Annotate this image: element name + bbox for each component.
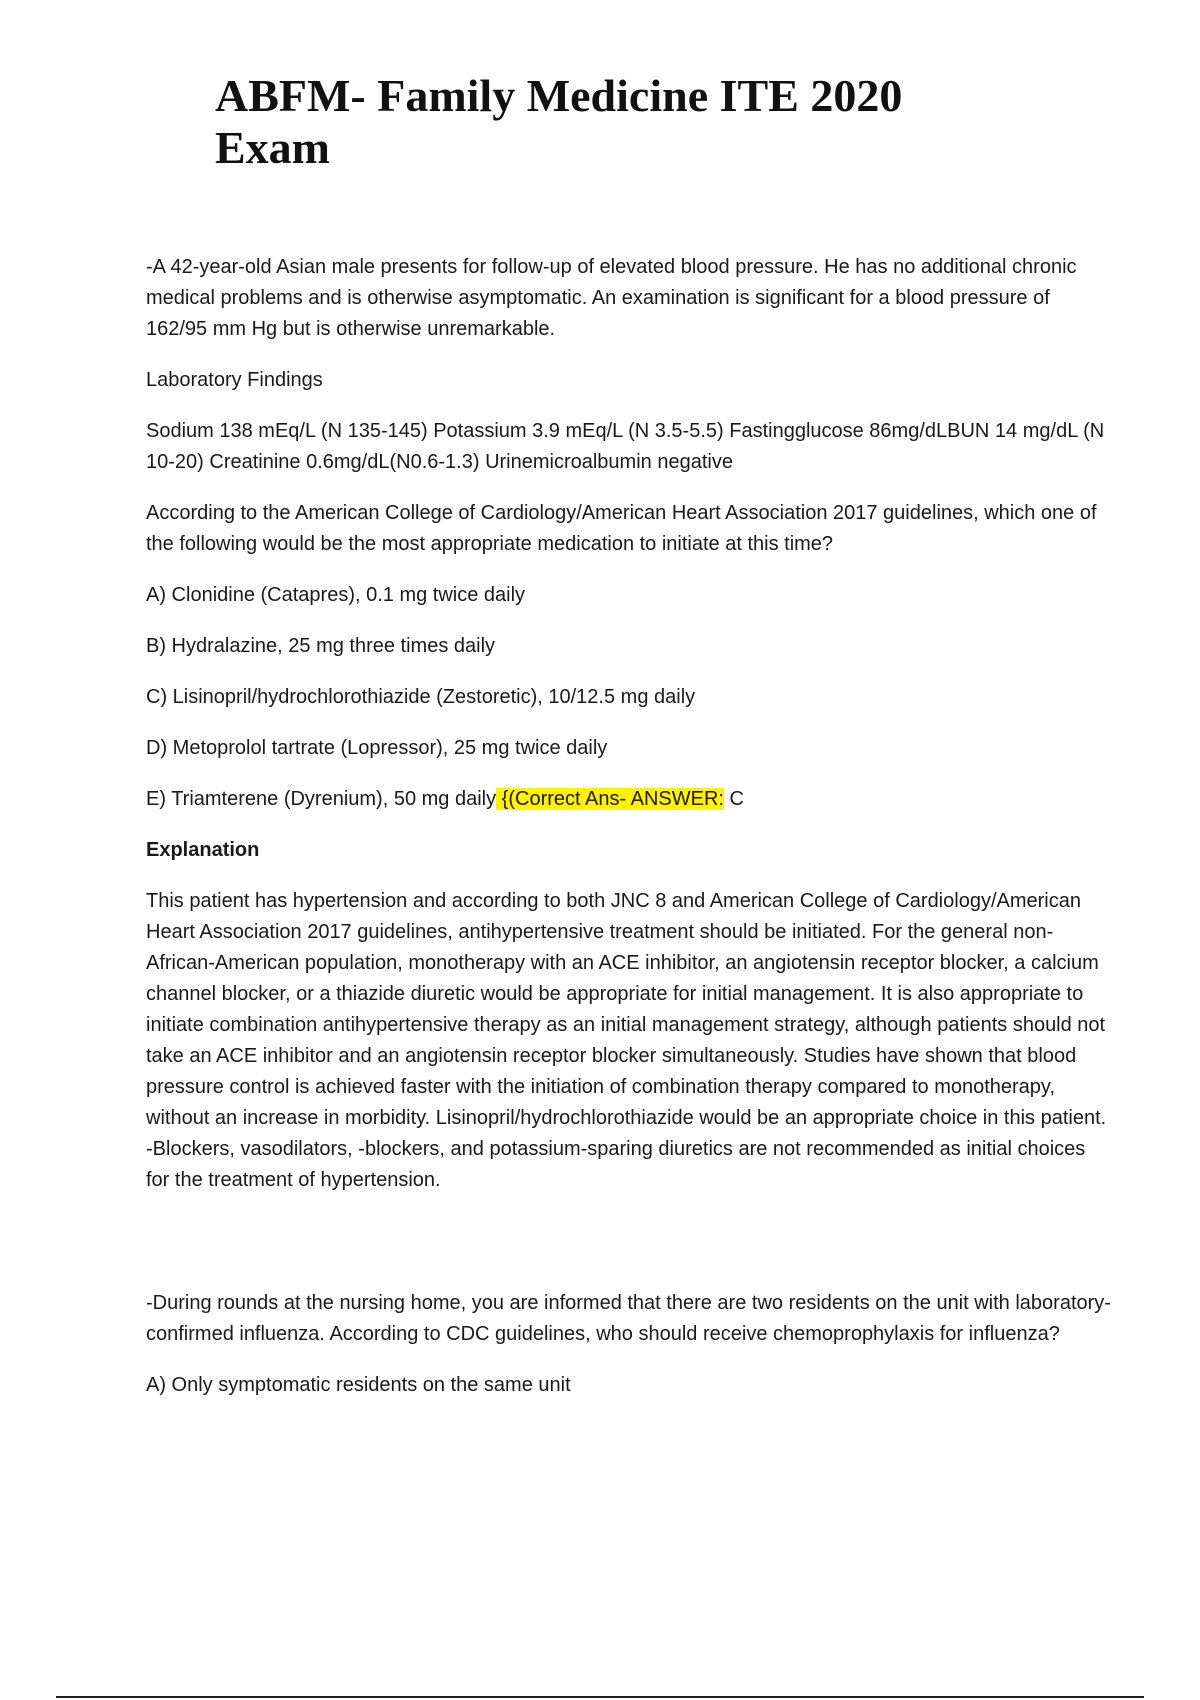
question-2 bbox=[146, 1288, 1111, 1401]
correct-answer-highlight: {(Correct Ans- ANSWER: bbox=[496, 788, 724, 810]
question-prompt: According to the American College of Cardiology/American Heart Association 2017 guidelines, which one of the following would be the most appropriate medication to initiate at this time? bbox=[146, 502, 1097, 555]
explanation-text: This patient has hypertension and according to both JNC 8 and American College of Cardiology/American Heart Association 2017 guidelines, antihypertensive treatment should be initiated. For the general non-African-American population, monotherapy with an ACE inhibitor, an angiotensin receptor blocker, a calcium channel blocker, or a thiazide diuretic would be appropriate for initial management. It is also appropriate to initiate combination antihypertensive therapy as an initial management strategy, although patients should not take an ACE inhibitor and an angiotensin receptor blocker simultaneously. Studies have shown that blood pressure control is achieved faster with the initiation of combination therapy compared to monotherapy, without an increase in morbidity. Lisinopril/hydrochlorothiazide would be an appropriate choice in this patient. -Blockers, vasodilators, -blockers, and potassium-sparing diuretics are not recommended as initial choices for the treatment of hypertension. bbox=[146, 890, 1107, 1191]
answer-option-d: D) Metoprolol tartrate (Lopressor), 25 mg twice daily bbox=[146, 737, 608, 759]
answer-option-b: B) Hydralazine, 25 mg three times daily bbox=[146, 635, 496, 657]
answer-option-c: C) Lisinopril/hydrochlorothiazide (Zestoretic), 10/12.5 mg daily bbox=[146, 686, 696, 708]
correct-answer-letter: C bbox=[723, 788, 744, 810]
answer-option-a: A) Only symptomatic residents on the same unit bbox=[146, 1374, 571, 1396]
document-body bbox=[146, 252, 1111, 1421]
question-stem: -A 42-year-old Asian male presents for follow-up of elevated blood pressure. He has no additional chronic medical problems and is otherwise asymptomatic. An examination is significant for a blood pressure of 162/95 mm Hg but is otherwise unremarkable. bbox=[146, 256, 1077, 340]
answer-option-e: E) Triamterene (Dyrenium), 50 mg daily bbox=[146, 788, 497, 810]
footer-rule bbox=[56, 1696, 1144, 1698]
question-1 bbox=[146, 252, 1111, 1196]
answer-option-a: A) Clonidine (Catapres), 0.1 mg twice daily bbox=[146, 584, 526, 606]
document-title: ABFM- Family Medicine ITE 2020 Exam bbox=[215, 70, 903, 173]
section-spacer bbox=[146, 1216, 1111, 1288]
explanation-heading: Explanation bbox=[146, 839, 260, 861]
question-stem: -During rounds at the nursing home, you are informed that there are two residents on the unit with laboratory-confirmed influenza. According to CDC guidelines, who should receive chemoprophylaxis for influenza? bbox=[146, 1292, 1111, 1345]
lab-values: Sodium 138 mEq/L (N 135-145) Potassium 3.9 mEq/L (N 3.5-5.5) Fastingglucose 86mg/dLBUN 14 mg/dL (N 10-20) Creatinine 0.6mg/dL(N0.6-1.3) Urinemicroalbumin negative bbox=[146, 420, 1105, 473]
lab-heading: Laboratory Findings bbox=[146, 369, 323, 391]
answer-option-e-line bbox=[146, 784, 1111, 815]
